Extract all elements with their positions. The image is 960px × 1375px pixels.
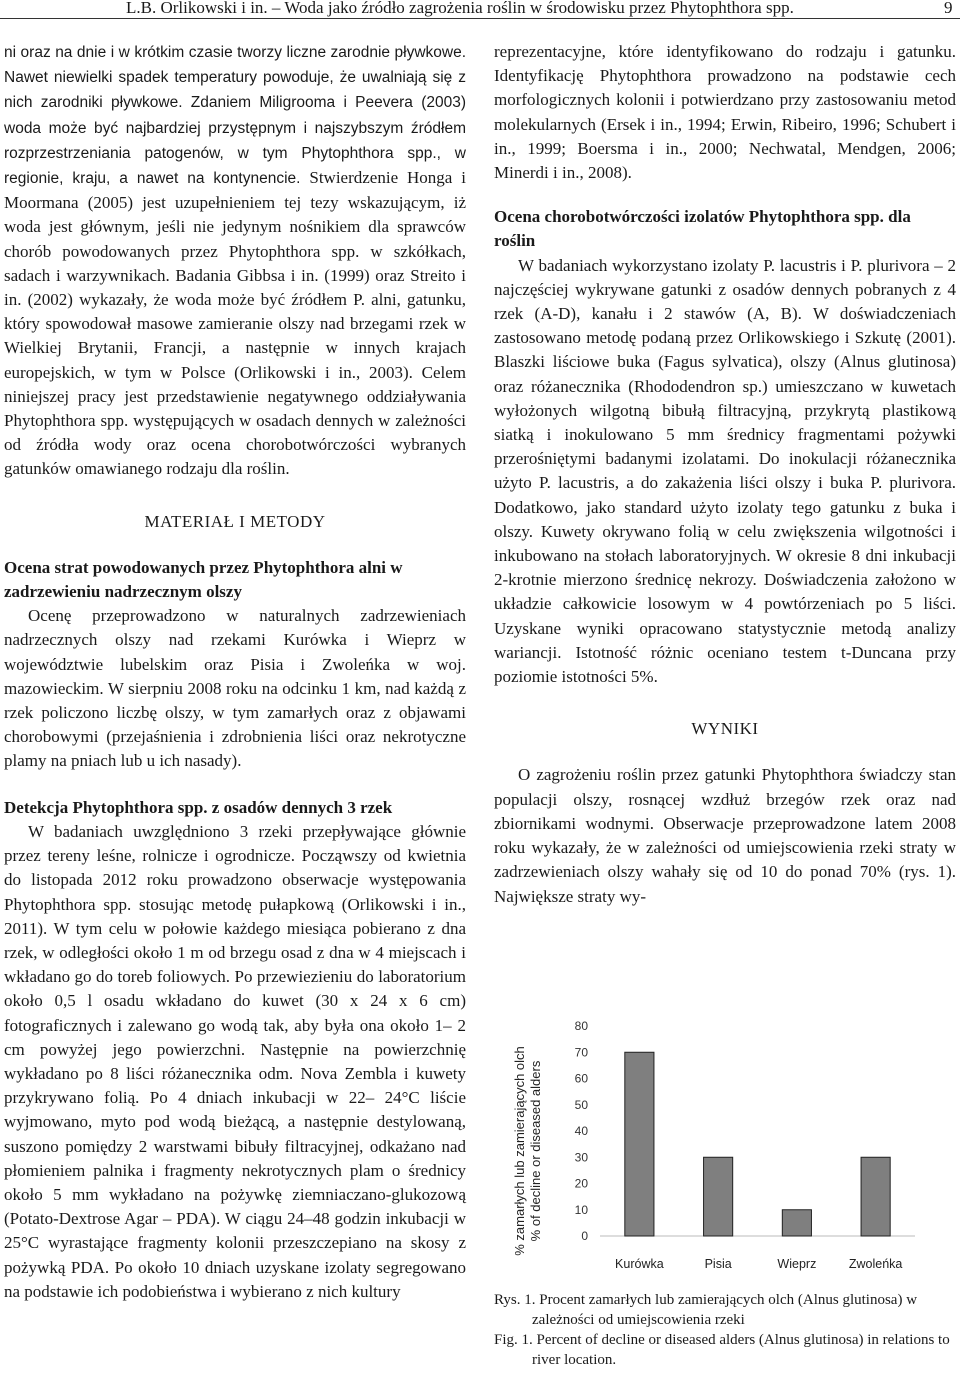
subheading-detection: Detekcja Phytophthora spp. z osadów dennych 3 rzek bbox=[4, 797, 393, 817]
running-title: L.B. Orlikowski i in. – Woda jako źródło zagrożenia roślin w środowisku przez Phytophthora spp. bbox=[126, 0, 794, 17]
header-rule bbox=[0, 18, 960, 19]
y-tick-label: 70 bbox=[574, 1045, 588, 1060]
x-tick-label: Wieprz bbox=[777, 1257, 817, 1271]
intro-text-b: Zdaniem Miligrooma i Peevera (2003) woda może być najbardziej przystępnym i najszybszym źródłem rozprzestrzeniania patogenów, w tym Phytophthora spp., w regionie, kraju, a nawet na kontynencie. bbox=[4, 94, 467, 188]
caption-polish: Rys. 1. Procent zamarłych lub zamierających olch (Alnus glutinosa) w zależności od umiejscowienia rzeki bbox=[494, 1292, 918, 1328]
paragraph-identification: reprezentacyjne, które identyfikowano do rodzaju i gatunku. Identyfikację Phytophthora prowadzono na podstawie cech morfologicznych kolonii i potwierdzano przy zastosowaniu metod molekularnych (Ersek i in., 1994; Erwin, Ribeiro, 1996; Schubert i in., 1999; Boersma i in., 2000; Nechwatal, Mendgen, 2006; Minerdi i in., 2008). bbox=[494, 42, 956, 183]
bar-2 bbox=[704, 1157, 733, 1236]
intro-paragraph bbox=[4, 40, 466, 482]
y-tick-label: 10 bbox=[574, 1202, 588, 1217]
paragraph-results: O zagrożeniu roślin przez gatunki Phytophthora świadczy stan populacji olszy, rosnącej wzdłuż brzegów rzek oraz nad zbiornikami wodnymi. Obserwacje przeprowadzone latem 2008 roku wykazały, że w zależności od umiejscowienia rzeki straty w zadrzewieniach olszy wahały się od 10 do ponad 70% (rys. 1). Największe straty wy- bbox=[494, 765, 956, 906]
y-tick-label: 80 bbox=[574, 1019, 588, 1033]
bar-4 bbox=[861, 1157, 890, 1236]
y-tick-label: 40 bbox=[574, 1124, 588, 1138]
intro-text-c: Stwierdzenie Honga i Moormana (2005) jest uzupełnieniem tej tezy wskazującym, iż woda jest głównym, jeśli nie jedynym nośnikiem dla sprawców chorób powodowanych przez Phytophthora spp. w szkółkach, sadach i warzywnikach. Badania Gibbsa i in. (1999) oraz Streito i in. (2002) wykazały, że woda może być źródłem P. alni, gatunku, który spowodował masowe zamieranie olszy nad brzegami rzek w Wielkiej Brytanii, Francji, a następnie w innych krajach europejskich, w tym w Polsce (Orlikowski i in., 2003). Celem niniejszej pracy jest przedstawienie negatywnego oddziaływania Phytophthora spp. występujących w osadach dennych w zależności od źródła wody oraz ocena chorobotwórczości wybranych gatunków omawianego rodzaju dla roślin. bbox=[4, 168, 466, 479]
caption-english: Fig. 1. Percent of decline or diseased alders (Alnus glutinosa) in relations to river location. bbox=[494, 1332, 950, 1368]
paragraph-detection: W badaniach uwzględniono 3 rzeki przepływające głównie przez tereny leśne, rolnicze i ogrodnicze. Począwszy od kwietnia do listopada 2012 roku prowadzono obserwacje występowania Phytophthora spp. stosując metodę pułapkową (Orlikowski i in., 2011). W tym celu w połowie każdego miesiąca pobierano z dna rzek, w odległości około 1 m od brzegu osad z dna w 4 miejscach i wkładano go do toreb foliowych. Po przewiezieniu do laboratorium około 0,5 l osadu wkładano do kuwet (30 x 24 x 6 cm) fotograficznych i zalewano go wodą tak, aby była ona około 1– 2 cm powyżej jego powierzchni. Następnie na powierzchnię wykładano po 8 liści różanecznika odm. Nova Zembla i kuwety przykrywano folią. Po 4 dniach inkubacji w 22– 24°C liście wyjmowano, myto pod wodą bieżącą, a następnie destylowaną, suszono pomiędzy 2 warstwami bibuły filtracyjnej, odkażano nad płomieniem palnika i fragmenty nekrotycznych plam o średnicy około 5 mm wykładano na pożywkę ziemniaczano-glukozową (Potato-Dextrose Agar – PDA). W ciągu 24–48 godzin inkubacji w 25°C wyrastające fragmenty kolonii przeszczepiano na skosy z pożywką PDA. Po około 10 dniach uzyskane izolaty segregowano na podstawie ich podobieństwa i wybierano z nich kultury bbox=[4, 821, 466, 1301]
paragraph-loss-assessment: Ocenę przeprowadzono w naturalnych zadrzewieniach nadrzecznych olszy nad rzekami Kurówka i Wieprz w województwie lubelskim oraz Pisia i Zwoleńka w woj. mazowieckim. W sierpniu 2008 roku na odcinku 1 km, nad każdą z rzek policzono liczbę olszy, w tym zamarłych oraz z objawami chorobowymi (przejaśnienia i zdrobnienia liści oraz nekrotyczne plamy na pniach lub u ich nasady). bbox=[4, 606, 466, 771]
y-tick-label: 60 bbox=[574, 1071, 588, 1086]
subheading-loss-assessment: Ocena strat powodowanych przez Phytophthora alni w zadrzewieniu nadrzecznym olszy bbox=[4, 557, 403, 602]
left-column bbox=[4, 40, 466, 1304]
y-tick-label: 0 bbox=[581, 1229, 588, 1243]
page-number: 9 bbox=[944, 0, 953, 17]
bar-chart bbox=[500, 1010, 920, 1285]
section-heading-methods: MATERIAŁ I METODY bbox=[144, 511, 326, 531]
paragraph-pathogenicity: W badaniach wykorzystano izolaty P. lacustris i P. plurivora – 2 najczęściej wykrywane gatunki z osadów dennych pobranych z 4 rzek (A-D), kanału i 2 stawów (A, B). W doświadczeniach zastosowano metodę podaną przez Orlikowskiego i Szkutę (2001). Blaszki liściowe buka (Fagus sylvatica), olszy (Alnus glutinosa) oraz różanecznika (Rhododendron sp.) umieszczano w kuwetach wyłożonych wilgotną bibułą filtracyjną, przykrytą plastikową siatką i inokulowano 5 mm średnicy fragmentami pożywki przerośniętymi badanymi izolatami. Do inokulacji różanecznika użyto P. lacustris, a do zakażenia liści olszy i buka P. plurivora. Dodatkowo, jako standard użyto izolaty tego gatunku z buka i olszy. Kuwety okrywano folią w celu zwiększenia wilgotności i inkubowano na stołach laboratoryjnych. W okresie 8 dni inkubacji 2-krotnie mierzono średnicę nekrozy. Doświadczenia założono w układzie całkowicie losowym w 4 powtórzeniach po 5 liści. Uzyskane wyniki opracowano statystycznie metodą analizy wariancji. Istotność różnic oceniano testem t-Duncana przy poziomie istotności 5%. bbox=[494, 255, 956, 687]
y-tick-label: 20 bbox=[574, 1176, 588, 1191]
y-tick-label: 30 bbox=[574, 1150, 588, 1165]
intro-text-a: ni oraz na dnie i w krótkim czasie tworzy liczne zarodnie pływkowe. Nawet niewielki spadek temperatury powoduje, że uwalniają się z nich zarodniki pływkowe. bbox=[4, 44, 466, 112]
subheading-pathogenicity: Ocena chorobotwórczości izolatów Phytophthora spp. dla roślin bbox=[494, 207, 911, 251]
section-heading-results: WYNIKI bbox=[691, 719, 759, 739]
figure-caption bbox=[494, 1290, 956, 1370]
x-tick-label: Pisia bbox=[704, 1257, 732, 1271]
running-header bbox=[0, 0, 960, 20]
y-axis-label-english: % of decline or diseased alders bbox=[528, 1060, 543, 1242]
y-axis-label: % zamarłych lub zamierających olch bbox=[512, 1046, 527, 1256]
x-tick-label: Zwoleńka bbox=[848, 1257, 903, 1271]
bar-1 bbox=[625, 1052, 654, 1236]
bar-3 bbox=[782, 1210, 811, 1236]
y-tick-label: 50 bbox=[574, 1097, 588, 1112]
right-column bbox=[494, 40, 956, 909]
x-tick-label: Kurówka bbox=[615, 1257, 664, 1271]
